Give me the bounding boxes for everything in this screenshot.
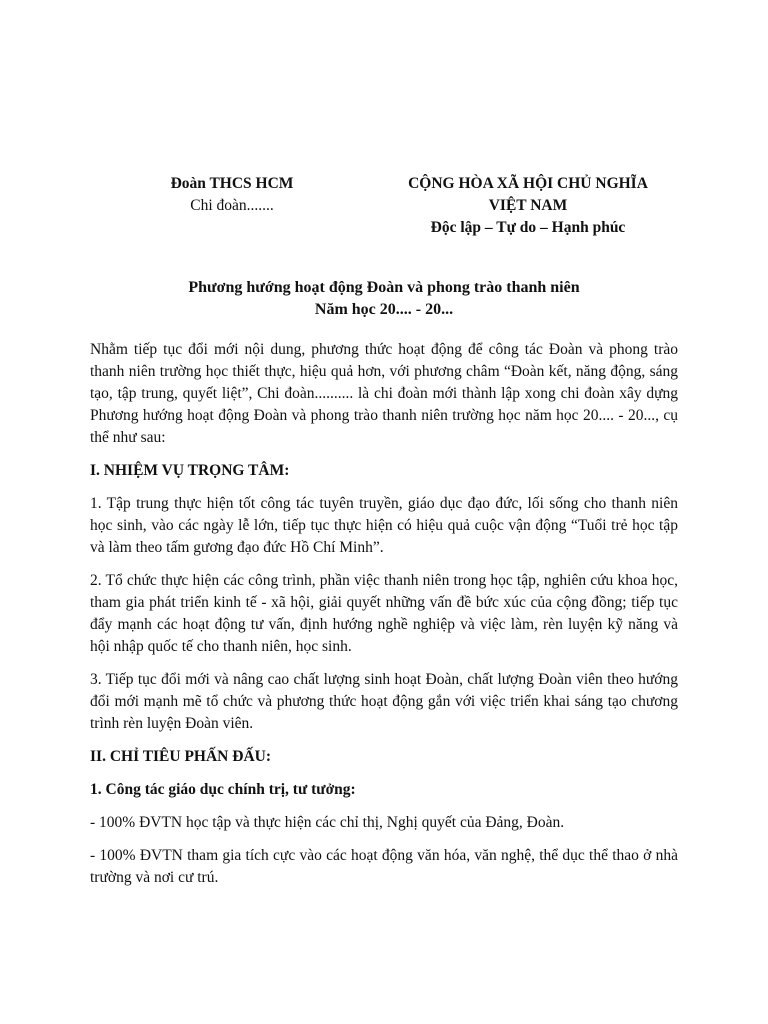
- title-line1: Phương hướng hoạt động Đoàn và phong trào thanh niên: [188, 279, 580, 296]
- organization-name: Đoàn THCS HCM: [170, 175, 294, 192]
- document-header: [90, 173, 678, 243]
- target-item: - 100% ĐVTN tham gia tích cực vào các hoạt động văn hóa, văn nghệ, thể dục thể thao ở nhà trường và nơi cư trú.: [90, 847, 678, 886]
- intro-paragraph: Nhằm tiếp tục đổi mới nội dung, phương thức hoạt động để công tác Đoàn và phong trào thanh niên trường học thiết thực, hiệu quả hơn, với phương châm “Đoàn kết, năng động, sáng tạo, tập trung, quyết liệt”, Chi đoàn.......... là chi đoàn mới thành lập xong chi đoàn xây dựng Phương hướng hoạt động Đoàn và phong trào thanh niên trường học năm học 20.... - 20..., cụ thể như sau:: [90, 341, 678, 446]
- task-item: 1. Tập trung thực hiện tốt công tác tuyên truyền, giáo dục đạo đức, lối sống cho thanh niên học sinh, vào các ngày lễ lớn, tiếp tục thực hiện có hiệu quả cuộc vận động “Tuổi trẻ học tập và làm theo tấm gương đạo đức Hồ Chí Minh”.: [90, 495, 678, 556]
- national-title-line2: VIỆT NAM: [488, 197, 568, 214]
- target-item: - 100% ĐVTN học tập và thực hiện các chỉ thị, Nghị quyết của Đảng, Đoàn.: [90, 814, 565, 831]
- national-title-block: [378, 173, 678, 239]
- national-motto: Độc lập – Tự do – Hạnh phúc: [430, 219, 626, 236]
- national-title-line1: CỘNG HÒA XÃ HỘI CHỦ NGHĨA: [408, 175, 648, 192]
- section-heading-tasks: I. NHIỆM VỤ TRỌNG TÂM:: [90, 462, 290, 479]
- title-line2: Năm học 20.... - 20...: [314, 301, 454, 318]
- document-body: [90, 339, 678, 900]
- organization-block: [132, 173, 332, 217]
- task-item: 3. Tiếp tục đổi mới và nâng cao chất lượng sinh hoạt Đoàn, chất lượng Đoàn viên theo hướng đổi mới mạnh mẽ tổ chức và phương thức hoạt động gắn với việc triển khai sáng tạo chương trình rèn luyện Đoàn viên.: [90, 671, 678, 732]
- subsection-heading-education: 1. Công tác giáo dục chính trị, tư tưởng:: [90, 781, 356, 798]
- task-item: 2. Tổ chức thực hiện các công trình, phần việc thanh niên trong học tập, nghiên cứu khoa học, tham gia phát triển kinh tế - xã hội, giải quyết những vấn đề bức xúc của cộng đồng; tiếp tục đẩy mạnh các hoạt động tư vấn, định hướng nghề nghiệp và việc làm, rèn luyện kỹ năng và hội nhập quốc tế cho thanh niên, học sinh.: [90, 572, 678, 655]
- document-title: [90, 277, 678, 321]
- section-heading-targets: II. CHỈ TIÊU PHẤN ĐẤU:: [90, 748, 271, 765]
- branch-name: Chi đoàn.......: [190, 197, 274, 214]
